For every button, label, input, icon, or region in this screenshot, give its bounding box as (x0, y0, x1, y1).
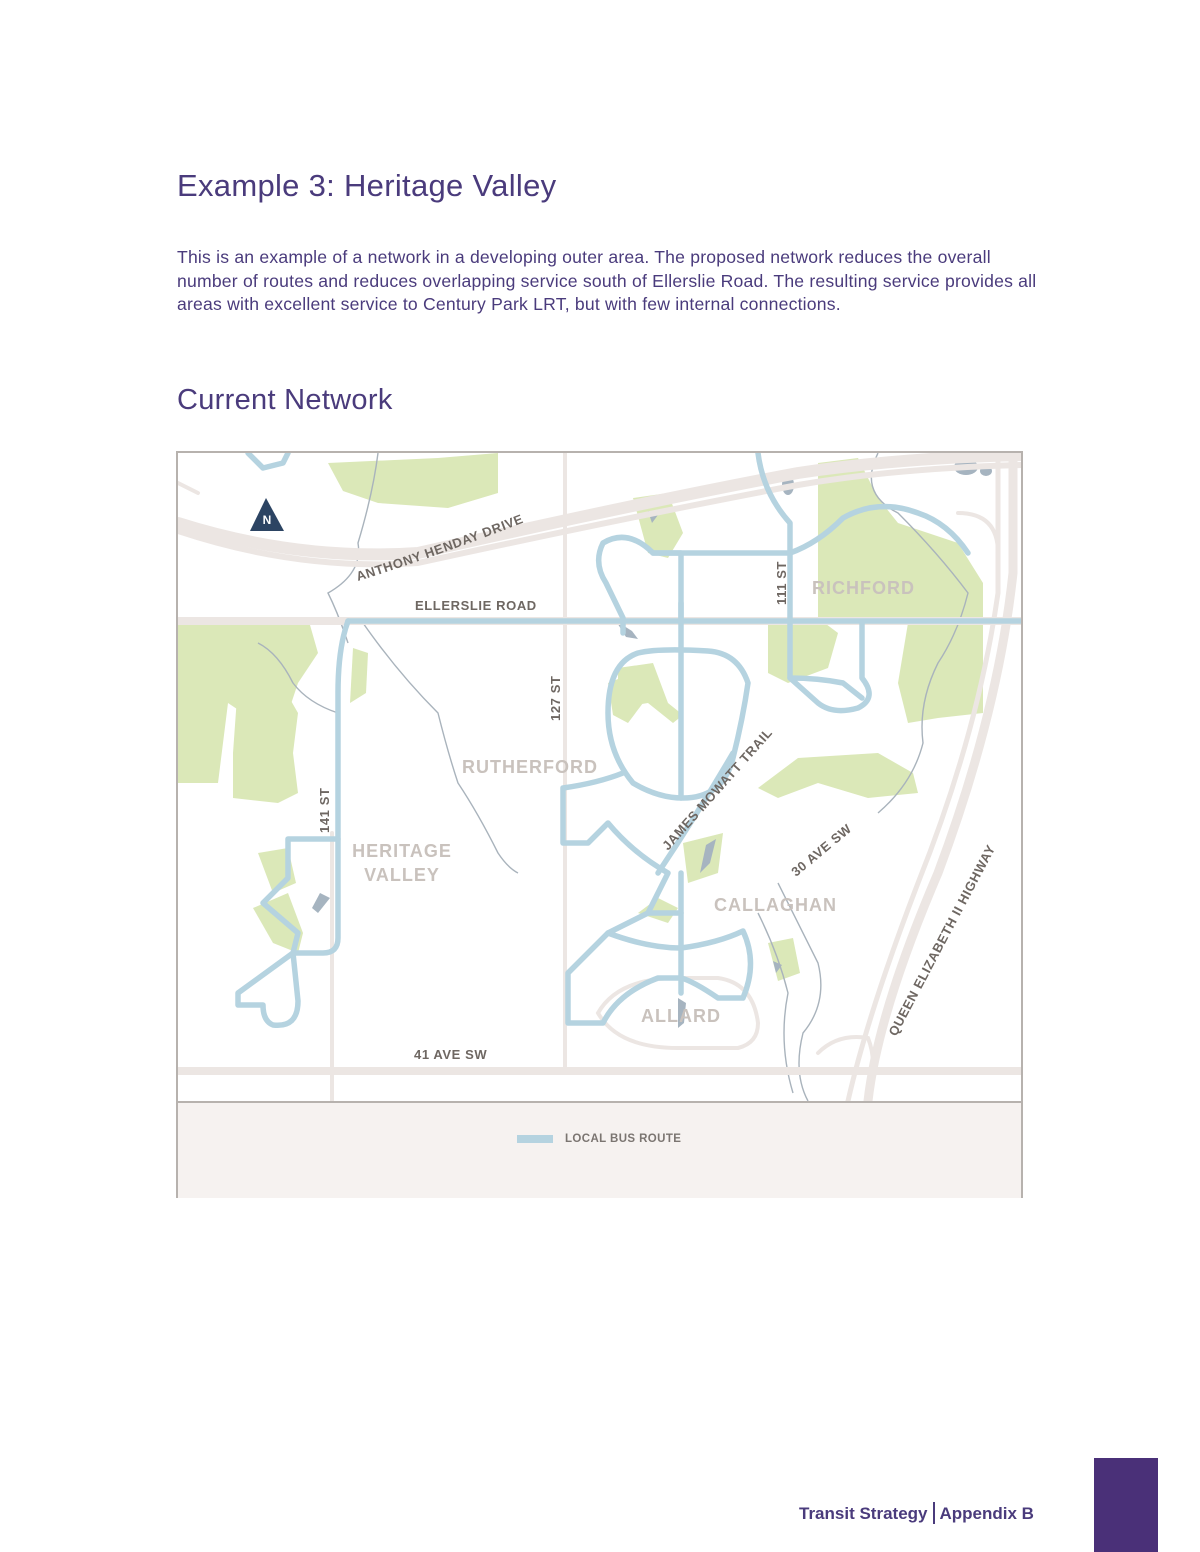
north-arrow-icon (250, 498, 284, 531)
footer-title: Transit Strategy (799, 1504, 928, 1523)
neighbourhood-label-heritage: HERITAGE (352, 841, 452, 861)
road-label-james-mowatt: JAMES MOWATT TRAIL (659, 724, 776, 853)
section-title: Current Network (177, 384, 393, 416)
neighbourhood-label-rutherford: RUTHERFORD (462, 757, 598, 777)
map-canvas (178, 453, 1021, 1101)
road-label-anthony-henday: ANTHONY HENDAY DRIVE (354, 511, 526, 584)
road-label-30-ave: 30 AVE SW (788, 820, 855, 880)
footer-section: Appendix B (939, 1504, 1034, 1523)
road-label-127-st: 127 ST (548, 675, 563, 721)
neighbourhood-label-callaghan: CALLAGHAN (714, 895, 837, 915)
neighbourhood-label-richford: RICHFORD (812, 578, 915, 598)
green-spaces (178, 453, 983, 981)
legend-swatch-bus-route (517, 1135, 553, 1143)
neighbourhood-label-allard: ALLARD (641, 1006, 721, 1026)
neighbourhood-label-valley: VALLEY (364, 865, 440, 885)
road-label-141-st: 141 ST (317, 787, 332, 833)
road-label-qe2: QUEEN ELIZABETH II HIGHWAY (885, 842, 999, 1039)
road-label-ellerslie: ELLERSLIE ROAD (415, 598, 537, 613)
road-label-111-st: 111 ST (774, 560, 789, 605)
intro-paragraph: This is an example of a network in a developing outer area. The proposed network reduces the overall number of routes and reduces overlapping service south of Ellerslie Road. The resulting service provides all areas with excellent service to Century Park LRT, but with few internal connections. (177, 247, 1037, 314)
page-tab-marker (1094, 1458, 1158, 1552)
page-footer (799, 1502, 1034, 1524)
footer-divider (933, 1502, 935, 1524)
page-title: Example 3: Heritage Valley (177, 168, 557, 203)
legend-label-bus-route: LOCAL BUS ROUTE (565, 1133, 682, 1145)
road-label-41-ave: 41 AVE SW (414, 1047, 488, 1062)
map-legend (178, 1101, 1021, 1198)
north-label: N (262, 513, 272, 527)
current-network-map (176, 451, 1023, 1198)
